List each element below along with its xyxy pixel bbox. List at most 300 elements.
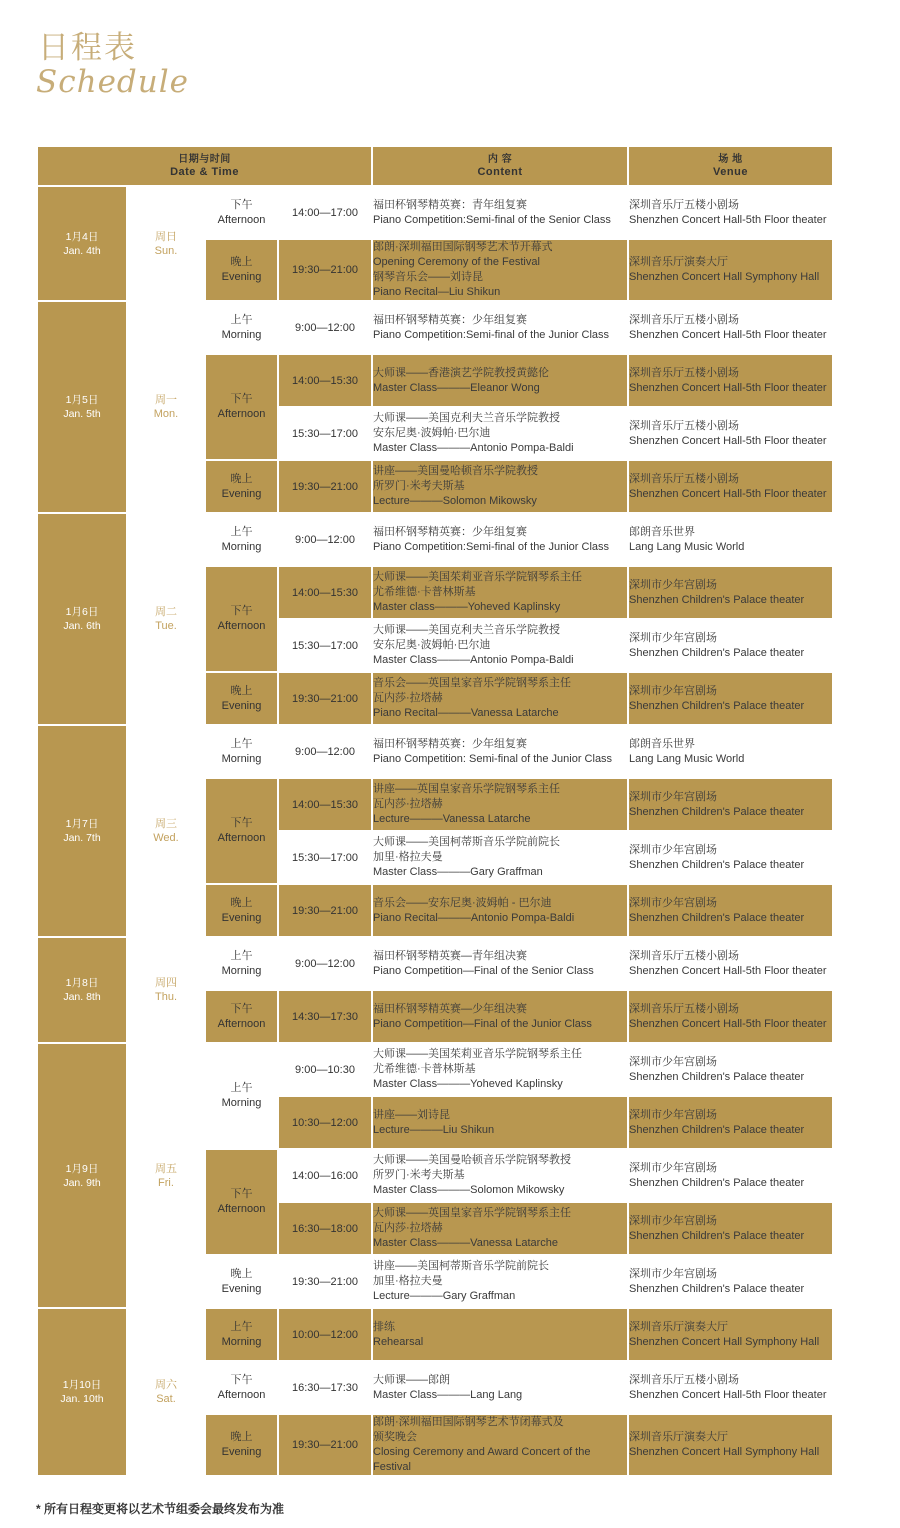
period-en: Morning (221, 1097, 262, 1109)
time-cell: 16:30—17:30 (278, 1361, 372, 1414)
content-line: Festival (373, 1461, 411, 1473)
venue-cell (628, 725, 833, 778)
header-content-en: Content (477, 166, 523, 178)
content-cell (372, 566, 628, 619)
day-weekday-cell (127, 1308, 205, 1476)
content-line: 尤希维德·卡普林斯基 (373, 586, 476, 598)
time-cell: 9:00—12:00 (278, 725, 372, 778)
time-cell: 9:00—12:00 (278, 937, 372, 990)
venue-line: Shenzhen Concert Hall Symphony Hall (629, 1335, 820, 1348)
day-weekday-cell (127, 1043, 205, 1308)
content-line: Piano Recital———Antonio Pompa-Baldi (373, 911, 575, 924)
day-weekday-cell (127, 937, 205, 1043)
venue-cell (628, 831, 833, 884)
day-date-cell (37, 186, 127, 301)
period-en: Afternoon (217, 213, 266, 226)
content-line: 大师课——美国曼哈顿音乐学院钢琴教授 (373, 1154, 571, 1166)
weekday-cn: 周一 (155, 394, 177, 406)
time-cell: 19:30—21:00 (278, 672, 372, 725)
day-date-cn: 1月7日 (65, 818, 99, 830)
content-line: 讲座——美国柯蒂斯音乐学院前院长 (373, 1260, 549, 1272)
period-cell (205, 566, 278, 672)
day-date-en: Jan. 5th (63, 408, 101, 420)
period-cn: 晚上 (230, 1267, 253, 1280)
period-cell (205, 513, 278, 566)
venue-cell (628, 1096, 833, 1149)
period-cn: 下午 (230, 1002, 253, 1015)
content-line: 讲座——英国皇家音乐学院钢琴系主任 (373, 783, 560, 795)
weekday-cn: 周二 (155, 606, 177, 618)
content-line: 大师课——美国茱莉亚音乐学院钢琴系主任 (373, 571, 582, 583)
content-line: Lecture———Solomon Mikowsky (373, 495, 537, 507)
content-cell (372, 937, 628, 990)
weekday-cn: 周六 (155, 1379, 177, 1391)
table-row (37, 513, 833, 566)
weekday-en: Sat. (156, 1393, 176, 1405)
content-line: 大师课——香港演艺学院教授黄懿伦 (373, 366, 549, 379)
venue-line: Shenzhen Children's Palace theater (629, 858, 805, 871)
time-cell: 19:30—21:00 (278, 1414, 372, 1476)
day-weekday-cell (127, 186, 205, 301)
period-en: Evening (221, 1446, 262, 1458)
content-line: 大师课——美国克利夫兰音乐学院教授 (373, 624, 560, 636)
day-date-en: Jan. 8th (63, 991, 101, 1003)
venue-line: 深圳音乐厅演奏大厅 (629, 256, 728, 268)
content-line: Piano Competition:Semi-final of the Junior Class (373, 540, 610, 553)
content-line: 福田杯钢琴精英赛—少年组决赛 (373, 1002, 527, 1015)
content-line: Master Class———Antonio Pompa-Baldi (373, 654, 574, 666)
venue-line: Shenzhen Concert Hall-5th Floor theater (629, 434, 827, 447)
venue-line: 深圳音乐厅五楼小剧场 (629, 198, 739, 211)
content-line: 福田杯钢琴精英赛：青年组复赛 (373, 198, 527, 211)
content-line: 大师课——英国皇家音乐学院钢琴系主任 (373, 1207, 571, 1219)
day-date-en: Jan. 6th (63, 620, 101, 632)
venue-line: Shenzhen Concert Hall-5th Floor theater (629, 1388, 827, 1401)
venue-line: 深圳音乐厅五楼小剧场 (629, 472, 739, 485)
table-row (37, 725, 833, 778)
period-cell (205, 1149, 278, 1255)
content-cell (372, 1255, 628, 1308)
period-cell (205, 937, 278, 990)
period-cell (205, 186, 278, 239)
content-line: 尤希维德·卡普林斯基 (373, 1063, 476, 1075)
venue-line: Shenzhen Concert Hall-5th Floor theater (629, 328, 827, 341)
venue-line: Shenzhen Children's Palace theater (629, 1176, 805, 1189)
content-line: 大师课——美国柯蒂斯音乐学院前院长 (373, 836, 560, 848)
content-cell (372, 1202, 628, 1255)
period-cn: 下午 (230, 198, 253, 211)
content-line: Piano Recital—Liu Shikun (373, 286, 501, 298)
period-cell (205, 1361, 278, 1414)
period-en: Afternoon (217, 1203, 266, 1215)
content-line: 钢琴音乐会——刘诗昆 (373, 271, 483, 283)
content-line: 大师课——郎朗 (373, 1373, 450, 1386)
table-row (37, 1308, 833, 1361)
day-date-cell (37, 1308, 127, 1476)
content-line: 所罗门·米考夫斯基 (373, 480, 465, 492)
day-date-cn: 1月8日 (65, 977, 99, 989)
content-line: 瓦内莎·拉塔赫 (373, 692, 443, 704)
content-line: Piano Competition—Final of the Junior Class (373, 1017, 592, 1030)
period-cell (205, 672, 278, 725)
venue-line: Shenzhen Children's Palace theater (629, 593, 805, 606)
venue-line: 深圳市少年宫剧场 (629, 1161, 717, 1174)
content-line: 音乐会——安东尼奥·波姆帕 - 巴尔迪 (373, 896, 552, 909)
period-cell (205, 1308, 278, 1361)
weekday-cn: 周三 (155, 818, 177, 830)
content-line: Master Class———Yoheved Kaplinsky (373, 1078, 563, 1090)
venue-line: Shenzhen Concert Hall Symphony Hall (629, 1446, 820, 1458)
time-cell: 15:30—17:00 (278, 619, 372, 672)
table-row (37, 186, 833, 239)
weekday-cn: 周五 (155, 1162, 177, 1175)
venue-line: Shenzhen Concert Hall-5th Floor theater (629, 1017, 827, 1030)
period-en: Morning (221, 1335, 262, 1348)
venue-line: 深圳音乐厅五楼小剧场 (629, 1002, 739, 1015)
venue-cell (628, 566, 833, 619)
content-line: 福田杯钢琴精英赛—青年组决赛 (373, 949, 527, 962)
day-date-cell (37, 937, 127, 1043)
page-title-en: Schedule (36, 64, 189, 100)
content-line: 瓦内莎·拉塔赫 (373, 1222, 443, 1234)
header-venue-en: Venue (713, 166, 748, 178)
content-line: Master Class———Gary Graffman (373, 866, 543, 878)
venue-cell (628, 354, 833, 407)
venue-line: 深圳市少年宫剧场 (629, 896, 717, 909)
content-cell (372, 1043, 628, 1096)
content-line: Piano Competition: Semi-final of the Junior Class (373, 752, 613, 765)
content-line: 大师课——美国克利夫兰音乐学院教授 (373, 412, 560, 424)
period-cn: 下午 (230, 393, 253, 405)
venue-line: 深圳市少年宫剧场 (629, 578, 717, 591)
venue-line: Shenzhen Children's Palace theater (629, 699, 805, 712)
venue-line: Shenzhen Children's Palace theater (629, 911, 805, 924)
time-cell: 14:00—17:00 (278, 186, 372, 239)
page-title-cn: 日程表 (38, 30, 137, 66)
period-cn: 下午 (230, 817, 253, 829)
time-cell: 10:00—12:00 (278, 1308, 372, 1361)
content-cell (372, 619, 628, 672)
content-line: Master Class———Solomon Mikowsky (373, 1184, 565, 1196)
venue-cell (628, 301, 833, 354)
venue-line: 深圳市少年宫剧场 (629, 684, 717, 697)
content-cell (372, 1149, 628, 1202)
venue-line: Shenzhen Concert Hall-5th Floor theater (629, 213, 827, 226)
venue-line: Shenzhen Concert Hall-5th Floor theater (629, 487, 827, 500)
venue-cell (628, 1308, 833, 1361)
venue-line: Shenzhen Children's Palace theater (629, 1123, 805, 1136)
period-cn: 上午 (230, 1082, 253, 1094)
content-line: 大师课——美国茱莉亚音乐学院钢琴系主任 (373, 1048, 582, 1060)
content-line: Piano Competition:Semi-final of the Senior Class (373, 213, 611, 226)
period-cell (205, 725, 278, 778)
weekday-en: Sun. (154, 244, 178, 257)
content-cell (372, 460, 628, 513)
time-cell: 19:30—21:00 (278, 1255, 372, 1308)
venue-cell (628, 1255, 833, 1308)
table-header-row (37, 146, 833, 186)
venue-line: 深圳市少年宫剧场 (629, 1108, 717, 1121)
weekday-cn: 周四 (155, 977, 177, 989)
content-cell (372, 778, 628, 831)
venue-cell (628, 619, 833, 672)
period-en: Afternoon (217, 1017, 266, 1030)
day-date-cn: 1月5日 (65, 394, 99, 406)
day-date-cn: 1月6日 (65, 606, 99, 618)
venue-line: 深圳音乐厅演奏大厅 (629, 1431, 728, 1443)
time-cell: 19:30—21:00 (278, 239, 372, 301)
period-cn: 上午 (230, 525, 253, 538)
content-line: 加里·格拉夫曼 (373, 851, 443, 863)
content-line: 郎朗·深圳福田国际钢琴艺术节开幕式 (373, 241, 553, 253)
period-en: Morning (221, 328, 262, 341)
venue-line: Shenzhen Children's Palace theater (629, 646, 805, 659)
day-weekday-cell (127, 513, 205, 725)
day-weekday-cell (127, 301, 205, 513)
venue-line: 深圳市少年宫剧场 (629, 790, 717, 803)
table-row (37, 937, 833, 990)
header-venue (628, 146, 833, 186)
content-cell (372, 513, 628, 566)
period-en: Morning (221, 540, 262, 553)
period-cell (205, 778, 278, 884)
venue-line: 深圳市少年宫剧场 (629, 1267, 717, 1280)
period-cell (205, 990, 278, 1043)
content-line: Master Class———Eleanor Wong (373, 381, 540, 394)
venue-cell (628, 1149, 833, 1202)
day-date-cell (37, 725, 127, 937)
period-cn: 晚上 (230, 256, 253, 268)
venue-cell (628, 460, 833, 513)
period-cn: 下午 (230, 1373, 253, 1386)
venue-cell (628, 778, 833, 831)
venue-cell (628, 672, 833, 725)
period-en: Evening (221, 271, 262, 283)
venue-cell (628, 1414, 833, 1476)
time-cell: 14:00—15:30 (278, 354, 372, 407)
period-cn: 晚上 (230, 684, 253, 697)
period-cn: 上午 (230, 949, 253, 962)
content-cell (372, 186, 628, 239)
venue-cell (628, 1043, 833, 1096)
period-cell (205, 884, 278, 937)
weekday-en: Tue. (155, 620, 177, 632)
period-cn: 晚上 (230, 472, 253, 485)
header-content-cn: 内 容 (487, 154, 513, 165)
content-line: 安东尼奥·波姆帕·巴尔迪 (373, 427, 491, 439)
day-date-cell (37, 513, 127, 725)
period-cell (205, 239, 278, 301)
content-line: 郎朗·深圳福田国际钢琴艺术节闭幕式及 (373, 1416, 564, 1428)
content-line: Master Class———Vanessa Latarche (373, 1237, 559, 1249)
content-line: Master Class———Lang Lang (373, 1388, 523, 1401)
period-en: Evening (221, 1282, 262, 1295)
content-line: 讲座——刘诗昆 (373, 1108, 450, 1121)
content-line: 福田杯钢琴精英赛：少年组复赛 (373, 313, 527, 326)
header-date-time (37, 146, 372, 186)
period-en: Evening (221, 911, 262, 924)
venue-line: 深圳音乐厅五楼小剧场 (629, 419, 739, 432)
time-cell: 16:30—18:00 (278, 1202, 372, 1255)
content-line: Lecture———Liu Shikun (373, 1123, 495, 1136)
venue-cell (628, 884, 833, 937)
content-line: Opening Ceremony of the Festival (373, 256, 540, 268)
content-line: 福田杯钢琴精英赛：少年组复赛 (373, 525, 527, 538)
content-cell (372, 1361, 628, 1414)
period-cn: 上午 (230, 737, 253, 750)
weekday-cn: 周日 (155, 230, 177, 243)
time-cell: 14:00—15:30 (278, 778, 372, 831)
content-line: Closing Ceremony and Award Concert of the (373, 1446, 591, 1458)
time-cell: 15:30—17:00 (278, 407, 372, 460)
time-cell: 9:00—12:00 (278, 513, 372, 566)
weekday-en: Thu. (154, 991, 177, 1003)
period-cn: 上午 (230, 1320, 253, 1333)
venue-line: 深圳音乐厅五楼小剧场 (629, 313, 739, 326)
venue-line: 深圳市少年宫剧场 (629, 843, 717, 856)
day-date-cell (37, 301, 127, 513)
venue-line: Lang Lang Music World (629, 540, 745, 553)
content-line: Lecture———Gary Graffman (373, 1290, 516, 1302)
venue-line: 深圳音乐厅演奏大厅 (629, 1320, 728, 1333)
content-cell (372, 884, 628, 937)
content-line: Piano Competition—Final of the Senior Class (373, 964, 594, 977)
period-en: Morning (221, 964, 262, 977)
content-cell (372, 1414, 628, 1476)
venue-line: 深圳市少年宫剧场 (629, 631, 717, 644)
time-cell: 15:30—17:00 (278, 831, 372, 884)
venue-line: Shenzhen Concert Hall Symphony Hall (629, 271, 820, 283)
content-line: 所罗门·米考夫斯基 (373, 1169, 465, 1181)
venue-line: 郎朗音乐世界 (629, 737, 695, 750)
content-line: Lecture———Vanessa Latarche (373, 813, 531, 825)
content-line: 颁奖晚会 (373, 1431, 417, 1443)
venue-cell (628, 186, 833, 239)
content-cell (372, 301, 628, 354)
content-cell (372, 990, 628, 1043)
venue-line: 深圳市少年宫剧场 (629, 1055, 717, 1068)
period-en: Evening (221, 699, 262, 712)
period-cell (205, 1255, 278, 1308)
content-line: 加里·格拉夫曼 (373, 1275, 443, 1287)
venue-line: 深圳音乐厅五楼小剧场 (629, 949, 739, 962)
venue-line: Lang Lang Music World (629, 752, 745, 765)
content-line: 音乐会——英国皇家音乐学院钢琴系主任 (373, 677, 571, 689)
day-date-cn: 1月10日 (62, 1379, 102, 1391)
content-line: 安东尼奥·波姆帕·巴尔迪 (373, 639, 491, 651)
weekday-en: Fri. (158, 1176, 174, 1189)
time-cell: 9:00—10:30 (278, 1043, 372, 1096)
venue-cell (628, 407, 833, 460)
venue-line: Shenzhen Children's Palace theater (629, 1070, 805, 1083)
content-line: Master Class———Antonio Pompa-Baldi (373, 442, 574, 454)
content-line: 瓦内莎·拉塔赫 (373, 798, 443, 810)
venue-line: Shenzhen Children's Palace theater (629, 805, 805, 818)
header-date-en: Date & Time (170, 166, 239, 178)
venue-line: Shenzhen Children's Palace theater (629, 1229, 805, 1242)
table-row (37, 301, 833, 354)
content-cell (372, 407, 628, 460)
period-cell (205, 301, 278, 354)
day-weekday-cell (127, 725, 205, 937)
period-en: Afternoon (217, 1388, 266, 1401)
content-line: Rehearsal (373, 1335, 424, 1348)
period-cn: 上午 (230, 313, 253, 326)
content-line: 讲座——美国曼哈顿音乐学院教授 (373, 465, 538, 477)
time-cell: 19:30—21:00 (278, 884, 372, 937)
weekday-en: Mon. (153, 408, 179, 420)
time-cell: 14:00—16:00 (278, 1149, 372, 1202)
period-cn: 晚上 (230, 1431, 253, 1443)
venue-cell (628, 513, 833, 566)
venue-cell (628, 1361, 833, 1414)
period-cell (205, 460, 278, 513)
schedule-table (36, 145, 834, 1477)
period-cn: 下午 (230, 1188, 253, 1200)
period-en: Afternoon (217, 832, 266, 844)
content-line: Piano Competition:Semi-final of the Junior Class (373, 328, 610, 341)
venue-cell (628, 1202, 833, 1255)
footnote: * 所有日程变更将以艺术节组委会最终发布为准 (36, 1502, 285, 1516)
time-cell: 14:00—15:30 (278, 566, 372, 619)
venue-line: Shenzhen Concert Hall-5th Floor theater (629, 964, 827, 977)
day-date-cn: 1月4日 (65, 230, 99, 243)
day-date-en: Jan. 10th (60, 1393, 104, 1405)
venue-line: 深圳市少年宫剧场 (629, 1214, 717, 1227)
venue-line: 深圳音乐厅五楼小剧场 (629, 1373, 739, 1386)
venue-line: 深圳音乐厅五楼小剧场 (629, 366, 739, 379)
period-en: Afternoon (217, 408, 266, 420)
venue-cell (628, 239, 833, 301)
header-date-cn: 日期与时间 (178, 154, 231, 165)
content-cell (372, 831, 628, 884)
period-cell (205, 354, 278, 460)
period-cn: 晚上 (230, 896, 253, 909)
content-line: Master class———Yoheved Kaplinsky (373, 601, 561, 613)
time-cell: 9:00—12:00 (278, 301, 372, 354)
venue-line: 郎朗音乐世界 (629, 525, 695, 538)
content-cell (372, 354, 628, 407)
period-en: Evening (221, 487, 262, 500)
content-line: 福田杯钢琴精英赛：少年组复赛 (373, 737, 527, 750)
time-cell: 19:30—21:00 (278, 460, 372, 513)
time-cell: 10:30—12:00 (278, 1096, 372, 1149)
period-cn: 下午 (230, 605, 253, 617)
venue-line: Shenzhen Children's Palace theater (629, 1282, 805, 1295)
content-cell (372, 672, 628, 725)
day-date-en: Jan. 4th (63, 244, 101, 257)
day-date-cell (37, 1043, 127, 1308)
day-date-cn: 1月9日 (65, 1162, 99, 1175)
weekday-en: Wed. (153, 832, 179, 844)
time-cell: 14:30—17:30 (278, 990, 372, 1043)
table-row (37, 1043, 833, 1096)
day-date-en: Jan. 7th (63, 832, 101, 844)
content-cell (372, 725, 628, 778)
period-en: Afternoon (217, 620, 266, 632)
period-cell (205, 1414, 278, 1476)
content-cell (372, 1096, 628, 1149)
venue-cell (628, 937, 833, 990)
period-cell (205, 1043, 278, 1149)
content-line: 排练 (373, 1320, 395, 1333)
content-cell (372, 1308, 628, 1361)
content-line: Piano Recital———Vanessa Latarche (373, 707, 559, 719)
day-date-en: Jan. 9th (63, 1176, 101, 1189)
period-en: Morning (221, 752, 262, 765)
header-content (372, 146, 628, 186)
venue-line: Shenzhen Concert Hall-5th Floor theater (629, 381, 827, 394)
